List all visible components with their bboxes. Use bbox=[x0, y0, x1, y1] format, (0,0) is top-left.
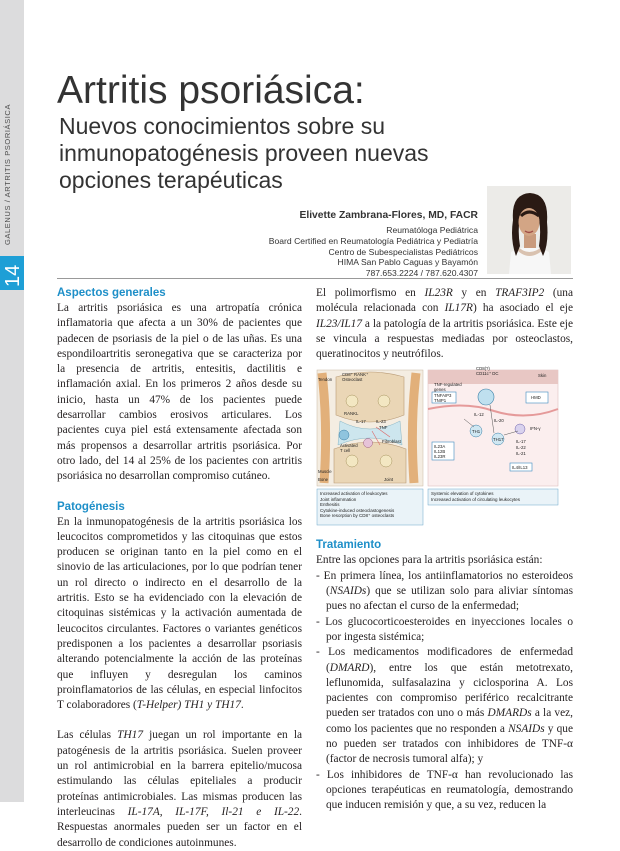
text-run-italic: IL23/IL17 bbox=[316, 317, 363, 330]
page-number-tab bbox=[0, 256, 24, 290]
legend-item: Increased activation of leukocytes bbox=[320, 491, 388, 497]
figure-label: RANKL bbox=[344, 411, 359, 417]
figure-label: IL-20 bbox=[494, 418, 504, 424]
list-item bbox=[316, 569, 573, 615]
paragraph-patogenesis-1 bbox=[57, 515, 302, 714]
text-run-italic: TH17 bbox=[117, 729, 143, 742]
text-run-italic: T-Helper) TH1 y TH17 bbox=[136, 699, 241, 712]
figure-label: Joint bbox=[384, 477, 394, 483]
author-name: Elivette Zambrana-Flores, MD, FACR bbox=[299, 210, 478, 221]
text-run: - En primera línea, los antiinflamatorios no esteroideos ( bbox=[316, 569, 573, 598]
author-credential: Centro de Subespecialistas Pediátricos bbox=[328, 246, 478, 257]
author-credential: Board Certified en Reumatología Pediátrica y Pediatría bbox=[268, 235, 478, 246]
section-heading-aspectos: Aspectos generales bbox=[57, 287, 166, 299]
legend-item: Systemic elevation of cytokines bbox=[431, 491, 494, 497]
figure-legend-right bbox=[431, 491, 557, 502]
figure-label: IL-17 bbox=[356, 419, 366, 425]
list-item bbox=[316, 645, 573, 767]
author-portrait-illustration bbox=[487, 186, 571, 274]
figure-label: Activated T cell bbox=[340, 443, 358, 454]
author-credential: Reumatóloga Pediátrica bbox=[386, 225, 478, 235]
paragraph-aspectos: La artritis psoriásica es una artropatía crónica inflamatoria que afecta a un 30% de pacientes que padecen de psoriasis de la piel o de las uñas. Es una espondiloartritis seronegativa que se caracteriza por la presencia de artritis, entesitis, dactilitis e inflamación axial. En los primeros 2 años desde su inicio, hasta un 47% de los pacientes puede desarrollar cambios erosivos articulares. Los pacientes cuya piel está extensamente afectada son más propensos a desarrollar artritis psoriásica. Por otro lado, del 14 al 25% de los pacientes con artritis psoriásica no desarrollan compromiso cutáneo. bbox=[57, 302, 302, 483]
paragraph-patogenesis-2 bbox=[57, 728, 302, 850]
figure-legend-left bbox=[320, 491, 422, 518]
figure-label: Muscle bbox=[318, 469, 332, 475]
text-run: En la inmunopatogénesis de la artritis psoriásica los leucocitos comprometidos y las citoquinas que estos producen se originan tanto en la piel como en el sinovio de las articulaciones, por lo que podrían tener un rol directo o indirecto en el desarrollo de la artritis. Esto se ha evidenciado con la elevación de citoquinas sistémicas y la activación aumentada de leucocitos circulantes. Factores o variantes genéticos predisponen a los pacientes a desarrollar psoriasis alterando potencialmente la acción de las proteínas que influyen y desregulan los caminos proinflamatorios de las células, en especial linfocitos T colaboradores ( bbox=[57, 515, 302, 712]
text-run-italic: DMARD bbox=[329, 661, 370, 674]
figure-label: TNFAIP3 TNIP1 bbox=[434, 393, 452, 404]
text-run-italic: IL17R bbox=[444, 302, 473, 315]
text-run: ) que se utilizan solo para aliviar síntomas pues no afectan el curso de la enfermedad; bbox=[326, 585, 573, 613]
spacer bbox=[57, 713, 302, 728]
text-run: Las células bbox=[57, 729, 118, 742]
figure-label: IL23A IL12B IL23R bbox=[434, 444, 446, 460]
text-run-italic: IL23R bbox=[424, 287, 453, 299]
list-item: - Los glucocorticoesteroides en inyecciones locales o por ingesta sistémica; bbox=[316, 615, 573, 643]
text-run: (una molécula relacionada con bbox=[316, 287, 574, 315]
figure-label: Fibroblast bbox=[382, 439, 401, 445]
text-run: - Los medicamentos modificadores de enfermedad ( bbox=[316, 646, 573, 674]
figure-label: IL-12 bbox=[474, 412, 484, 418]
section-label-text: GALENUS / ARTRITIS PSORIÁSICA bbox=[3, 103, 12, 245]
text-run-italic: TRAF3IP2 bbox=[495, 287, 545, 299]
legend-item: Joint inflammation bbox=[320, 496, 357, 502]
figure-label: TNF bbox=[379, 425, 388, 431]
figure-label: CD8⁺ RANK⁺ Osteoclast bbox=[342, 372, 369, 383]
figure-label: IL-22 bbox=[516, 445, 526, 451]
article-title: Artritis psoriásica: bbox=[57, 69, 365, 112]
figure-label: Bone bbox=[318, 477, 329, 483]
legend-item: Increased activation of circulating leukocytes bbox=[431, 496, 521, 502]
figure-label: Tendon bbox=[318, 377, 333, 383]
figure-label: IL-23 bbox=[376, 419, 386, 425]
text-run: juegan un rol importante en la patogénesis de la artritis psoriásica. Suelen proveer un rol antimicrobial en la barrera epitelio/mucosa estimulando las células epiteliales a producir proteínas antimicrobiales. Las mismas producen las interleucinas bbox=[57, 729, 303, 818]
spacer bbox=[57, 485, 302, 500]
section-label-vertical bbox=[3, 103, 21, 246]
figure-label: TH17 bbox=[493, 437, 504, 443]
text-run: . bbox=[240, 699, 244, 712]
figure-label: IL4/IL13 bbox=[512, 465, 528, 471]
paragraph-tratamiento-intro: Entre las opciones para la artritis psoriásica están: bbox=[316, 554, 543, 567]
legend-item: Enthesitis bbox=[320, 502, 340, 508]
right-column bbox=[316, 286, 573, 814]
legend-item: Cytokine-induced osteoclastogenesis bbox=[320, 507, 395, 513]
text-run-italic: DMARDs bbox=[487, 707, 532, 720]
page-number: 14 bbox=[2, 264, 24, 287]
figure-label: IFN-γ bbox=[530, 426, 541, 432]
text-run: a la patología de la artritis psoriásica. Este eje se vincula a respuestas mediadas por osteoclastos, queratinocitos y neutrófilos. bbox=[316, 317, 573, 361]
text-run: . Respuestas anormales pueden ser un factor en el desarrollo de condiciones autoinmunes. bbox=[57, 805, 302, 849]
spacer bbox=[316, 526, 573, 538]
text-run: El polimorfismo en bbox=[316, 287, 425, 299]
pathogenesis-figure bbox=[316, 365, 559, 526]
text-run: ), entre los que están metotrexato, leflunomida, sulfasalazina y ciclosporina A. Los pacientes con compromiso periférico recalcitrante pueden ser tratados con uno o más bbox=[326, 661, 573, 720]
text-run: y en bbox=[452, 287, 496, 299]
figure-label: IL-21 bbox=[516, 451, 526, 457]
text-run-italic: NSAIDs bbox=[329, 585, 367, 598]
author-credential: HIMA San Pablo Caguas y Bayamón bbox=[337, 257, 478, 268]
article-subtitle: Nuevos conocimientos sobre su inmunopatogénesis proveen nuevas opciones terapéuticas bbox=[59, 113, 429, 193]
figure-label: HMD bbox=[531, 395, 541, 401]
author-photo bbox=[487, 186, 571, 274]
text-run: a la vez, como los pacientes que no responden a bbox=[326, 707, 573, 735]
author-phone: 787.653.2224 / 787.620.4307 bbox=[365, 268, 478, 279]
figure-label: TH1 bbox=[472, 429, 481, 435]
header-divider bbox=[57, 278, 573, 279]
figure-label: TNF-regulated genes bbox=[434, 382, 462, 393]
text-run-italic: IL-17A, IL-17F, Il-21 e IL-22 bbox=[127, 805, 300, 818]
text-run-italic: NSAIDs bbox=[508, 722, 545, 735]
section-heading-tratamiento: Tratamiento bbox=[316, 539, 382, 552]
section-heading-patogenesis: Patogénesis bbox=[57, 500, 125, 513]
text-run: ) ha asociado el eje bbox=[472, 302, 573, 315]
figure-label: IL-17 bbox=[516, 439, 526, 445]
left-column bbox=[57, 286, 302, 851]
list-item: - Los inhibidores de TNF-α han revolucionado las opciones terapéuticas en reumatología, demostrando que inducen remisión y que, a su vez, reducen la bbox=[316, 768, 573, 812]
figure-label: CD8(?) CD11c⁺ DC bbox=[476, 366, 499, 377]
text-run: y que no pueden ser tratados con inhibidores de TNF-α (factor de necrosis tumoral alfa); y bbox=[326, 722, 573, 766]
paragraph-polimorfismo bbox=[316, 286, 573, 362]
author-block bbox=[250, 210, 478, 279]
figure-label: Skin bbox=[538, 373, 547, 379]
legend-item: Bone resorption by CD8⁺ osteoclasts bbox=[320, 513, 395, 519]
